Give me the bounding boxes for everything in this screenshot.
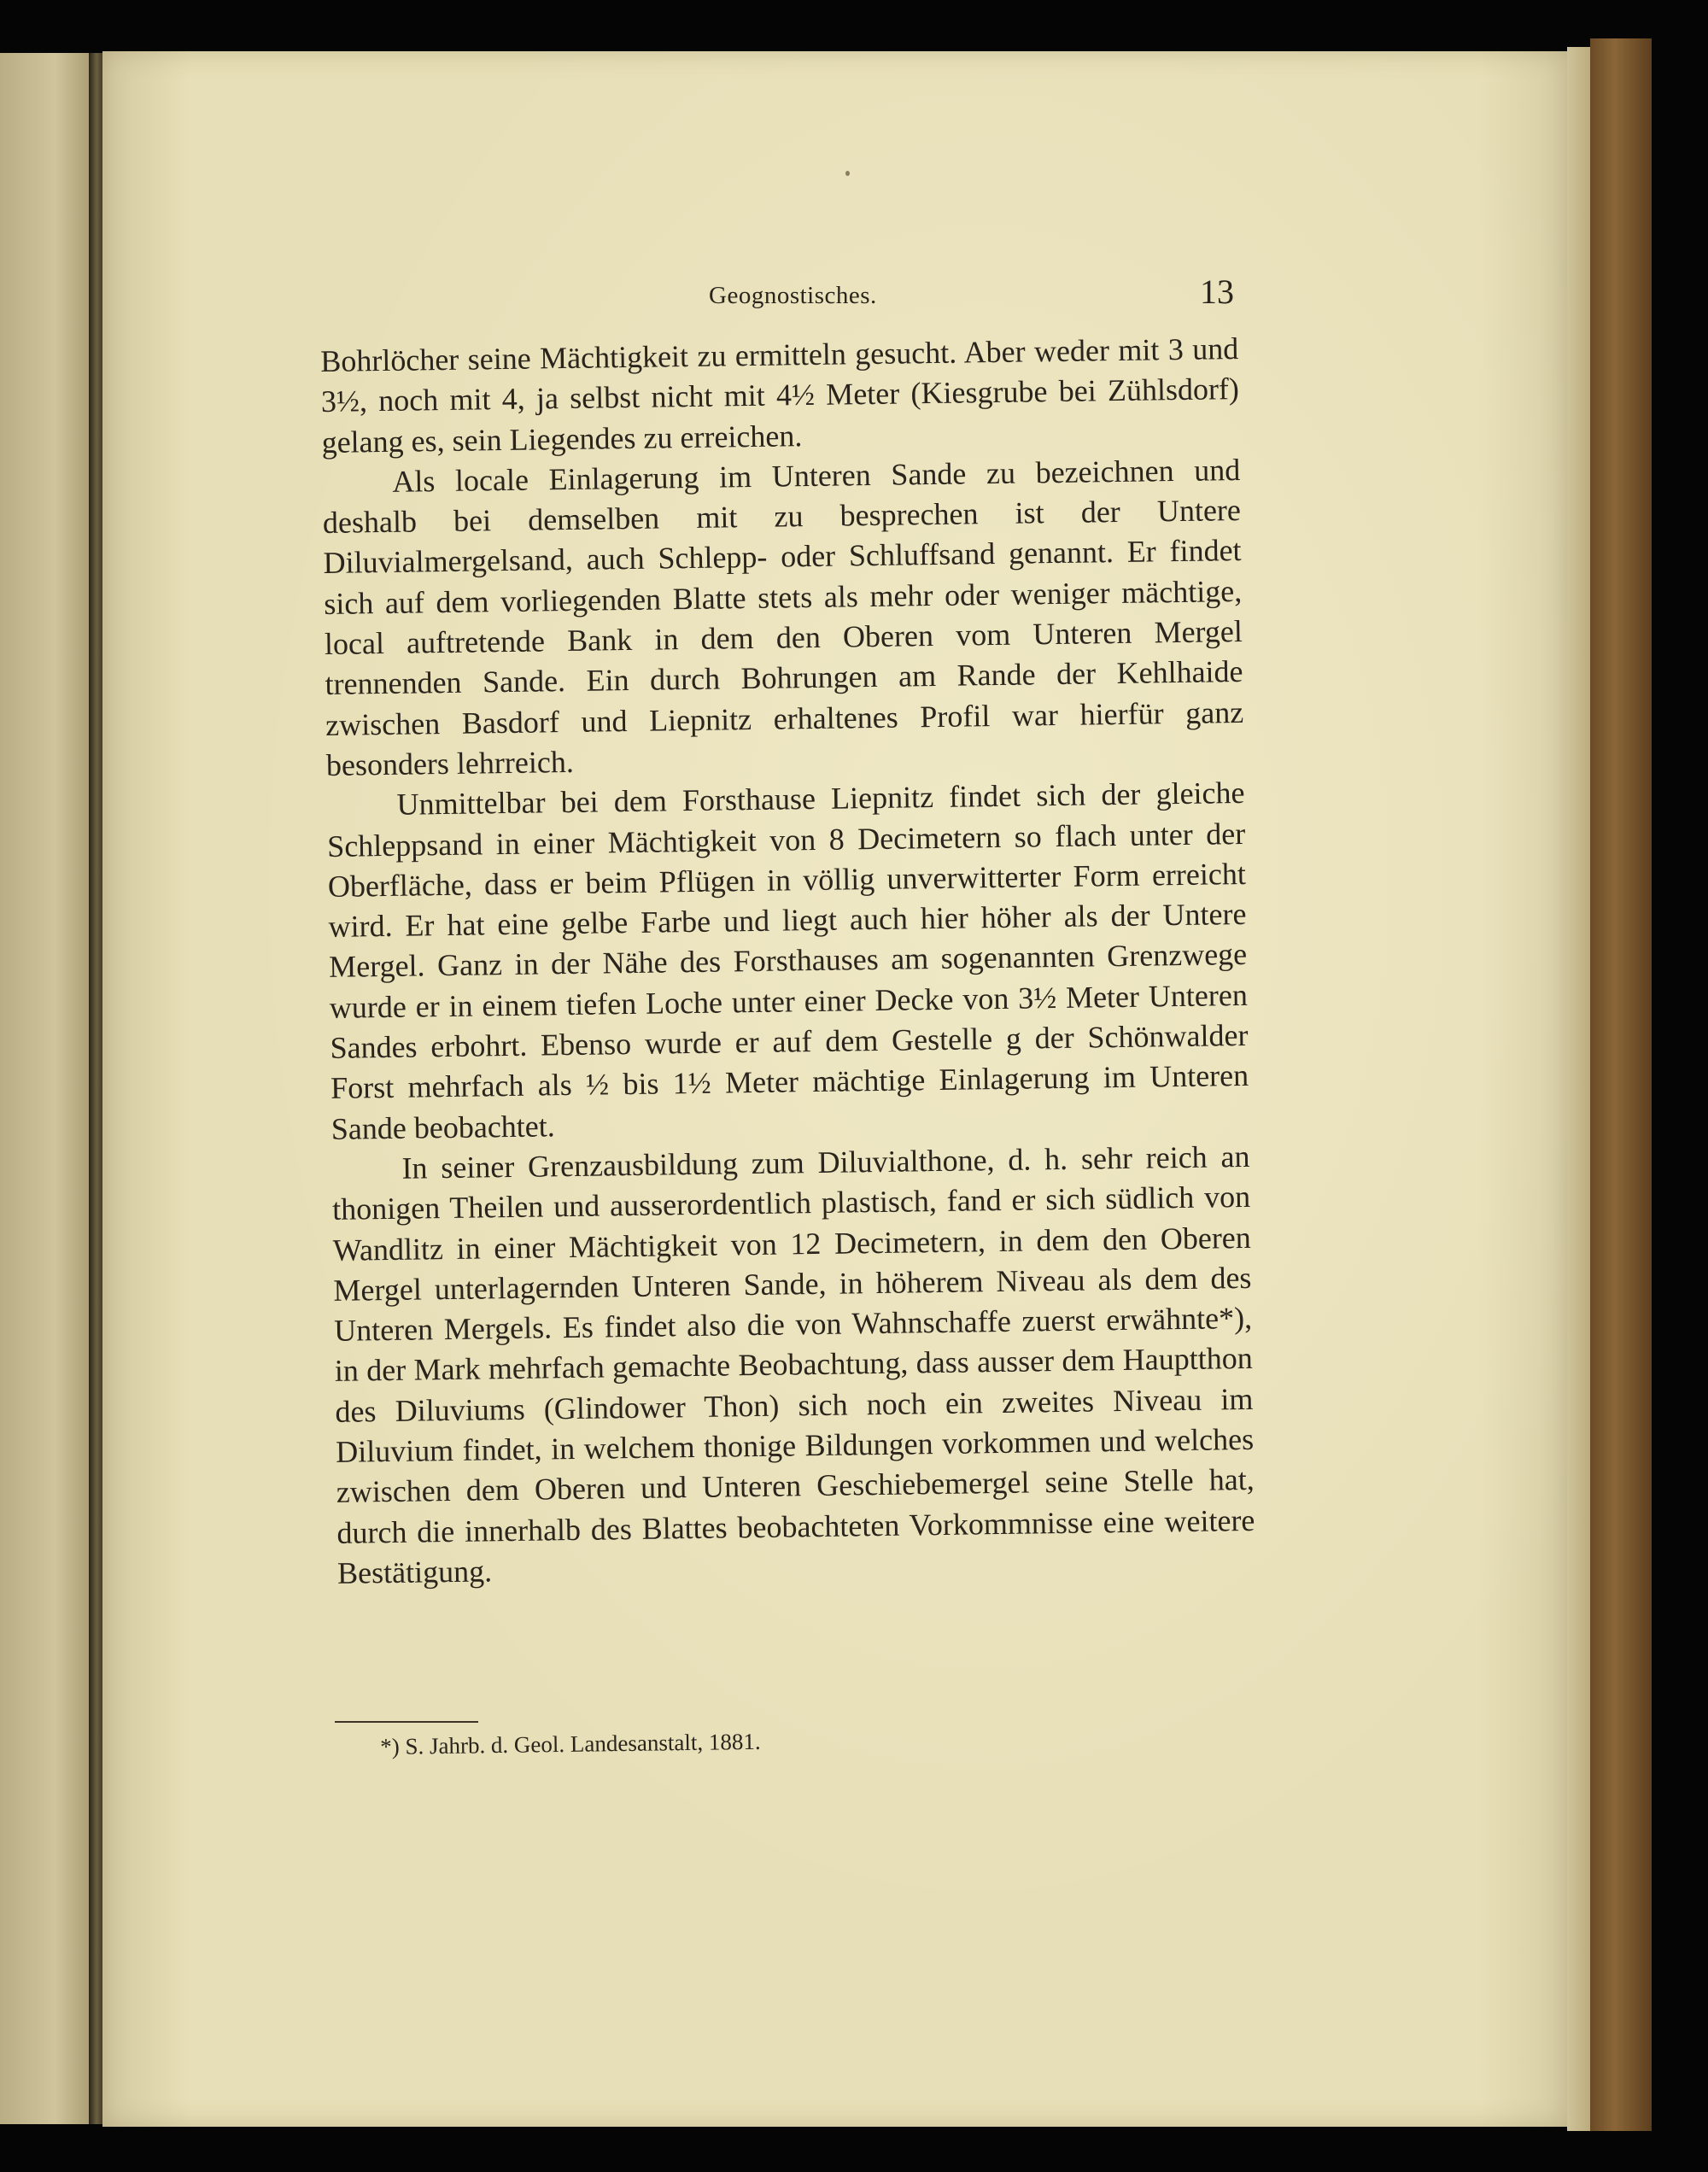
body-text (320, 329, 1255, 1594)
footnote: *) S. Jahrb. d. Geol. Landesanstalt, 1881. (380, 1728, 761, 1759)
paper-speck (845, 171, 850, 176)
page-block-edge (1567, 47, 1593, 2131)
page-number: 13 (1200, 272, 1234, 311)
facing-page-edge (0, 53, 92, 2124)
running-head: Geognostisches. (709, 282, 877, 309)
paragraph: Bohrlöcher seine Mächtigkeit zu ermitteln gesucht. Aber weder mit 3 und 3½, noch mit 4, ja selbst nicht mit 4½ Meter (Kiesgrube bei Zühlsdorf) gelang es, sein Liegendes zu erreichen. (320, 331, 1240, 460)
paragraph: Unmittelbar bei dem Forsthause Liepnitz findet sich der gleiche Schleppsand in einer Mächtigkeit von 8 Decimetern so flach unter der Oberfläche, dass er beim Pflügen in völlig unverwitterter Form erreicht wird. Er hat eine gelbe Farbe und liegt auch hier höher als der Untere Mergel. Ganz in der Nähe des Forsthauses am sogenannten Grenzwege wurde er in einem tiefen Loche unter einer Decke von 3½ Meter Unteren Sandes erbohrt. Ebenso wurde er auf dem Gestelle g der Schönwalder Forst mehrfach als ½ bis 1½ Meter mächtige Einlagerung im Unteren Sande beobachtet. (326, 776, 1249, 1146)
paragraph: Als locale Einlagerung im Unteren Sande zu bezeichnen und deshalb bei demselben mit zu besprechen ist der Untere Diluvialmergelsand, auch Schlepp- oder Schluffsand genannt. Er findet sich auf dem vorliegenden Blatte stets als mehr oder weniger mächtige, local auftretende Bank in dem den Oberen vom Unteren Mergel trennenden Sande. Ein durch Bohrungen am Rande der Kehlhaide zwischen Basdorf und Liepnitz erhaltenes Profil war hierfür ganz besonders lehrreich. (322, 452, 1244, 782)
paragraph: In seiner Grenzausbildung zum Diluvialthone, d. h. sehr reich an thonigen Theilen und ausserordentlich plastisch, fand er sich südlich von Wandlitz in einer Mächtigkeit von 12 Decimetern, in dem den Oberen Mergel unterlagernden Unteren Sande, in höherem Niveau als dem des Unteren Mergels. Es findet also die von Wahnschaffe zuerst erwähnte*), in der Mark mehrfach gemachte Beobachtung, dass ausser dem Hauptthon des Diluviums (Glindower Thon) sich noch ein zweites Niveau im Diluvium findet, in welchem thonige Bildungen vorkommen und welches zwischen dem Oberen und Unteren Geschiebemergel seine Stelle hat, durch die innerhalb des Blattes beobachteten Vorkommnisse eine weitere Bestätigung. (331, 1139, 1255, 1590)
footnote-rule (335, 1721, 478, 1723)
book-cover-edge (1590, 38, 1652, 2131)
